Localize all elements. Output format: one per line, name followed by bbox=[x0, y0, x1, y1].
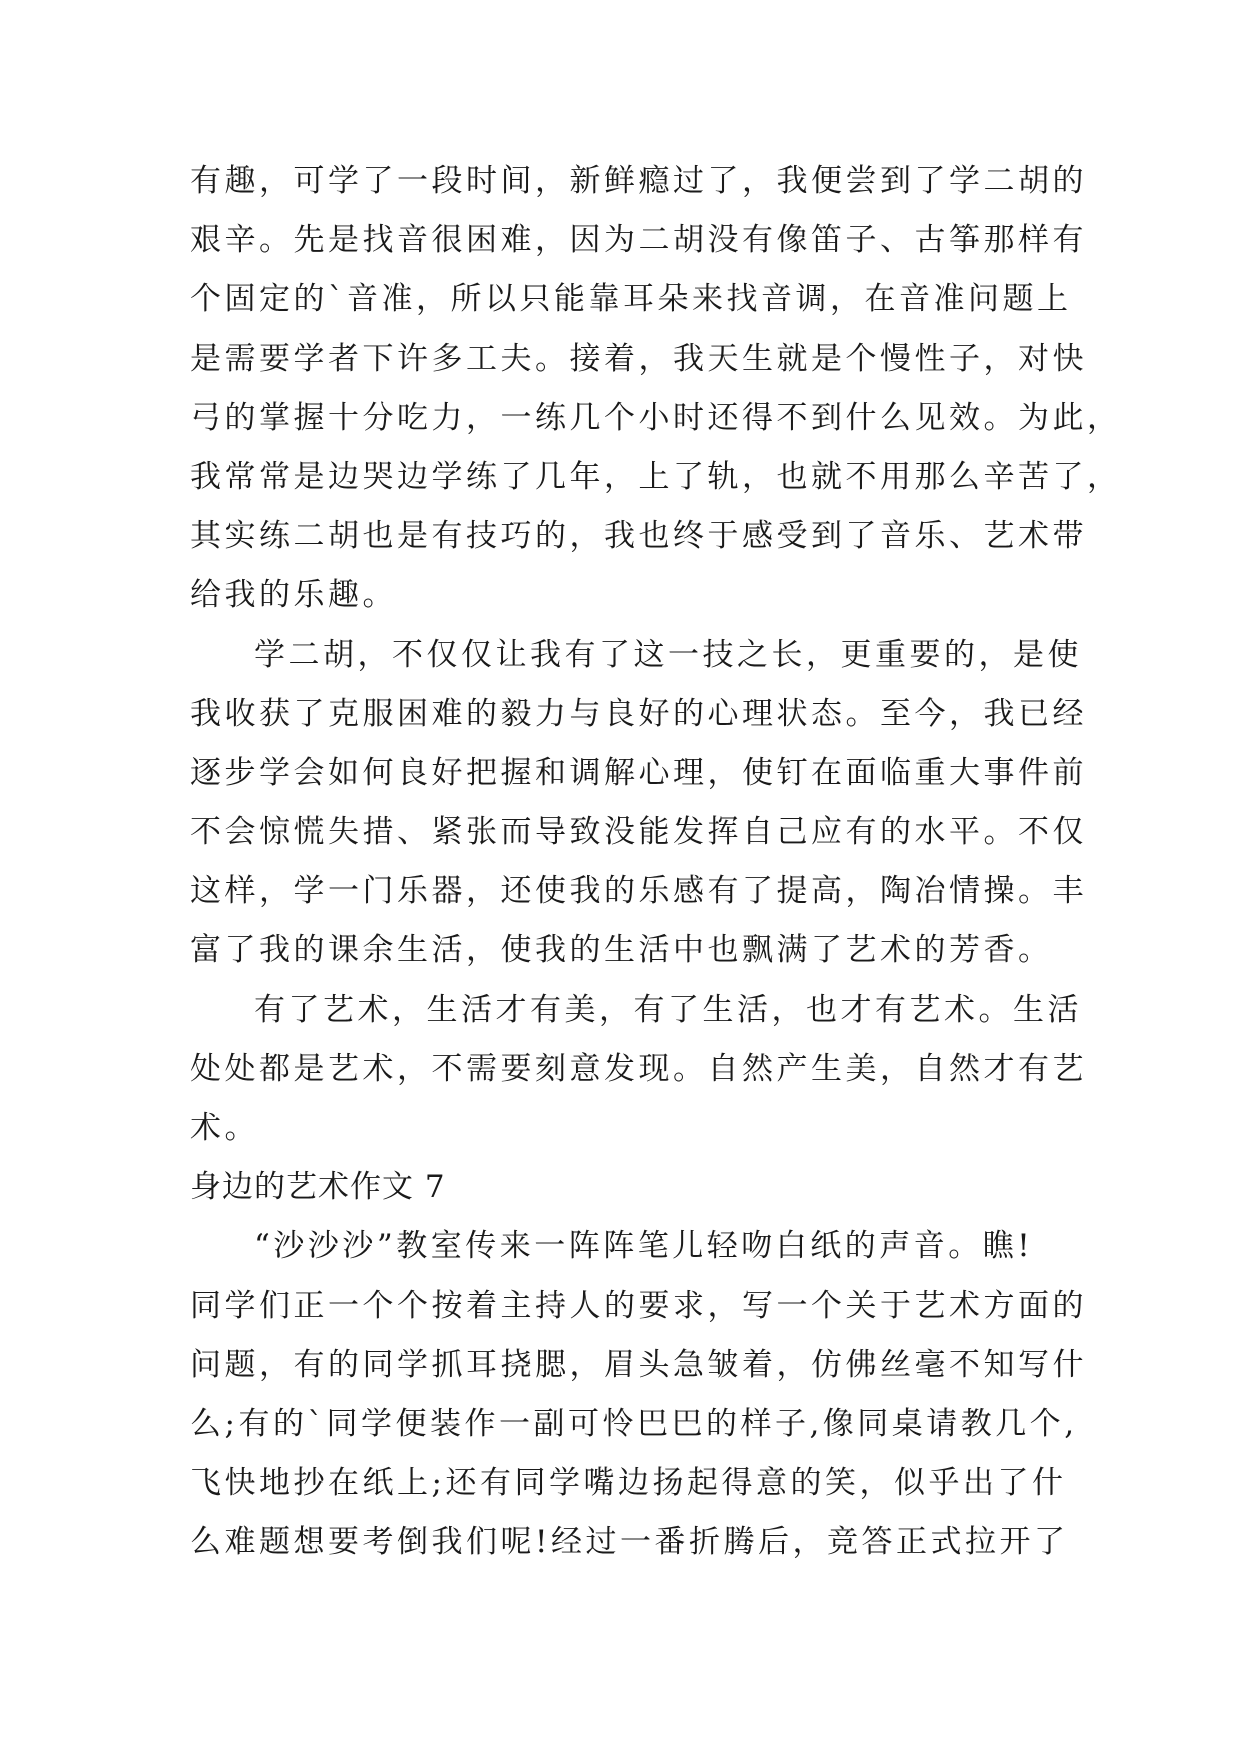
text-line: 艰辛。先是找音很困难，因为二胡没有像笛子、古筝那样有 bbox=[190, 222, 1087, 259]
text-line: 不会惊慌失措、紧张而导致没能发挥自己应有的水平。不仅 bbox=[190, 814, 1087, 851]
text-line: 我常常是边哭边学练了几年，上了轨，也就不用那么辛苦了， bbox=[190, 458, 1122, 495]
text-line: 飞快地抄在纸上;还有同学嘴边扬起得意的笑，似乎出了什 bbox=[190, 1465, 1067, 1502]
text-line: 术。 bbox=[190, 1110, 259, 1146]
text-line: 富了我的课余生活，使我的生活中也飘满了艺术的芳香。 bbox=[190, 932, 1053, 969]
text-line: 我收获了克服困难的毅力与良好的心理状态。至今，我已经 bbox=[190, 695, 1087, 732]
paragraph-start-line: “沙沙沙”教室传来一阵阵笔儿轻吻白纸的声音。瞧! bbox=[254, 1228, 1034, 1265]
essay-body bbox=[190, 152, 1122, 1573]
paragraph-start-line: 学二胡，不仅仅让我有了这一技之长，更重要的，是使 bbox=[254, 636, 1082, 673]
text-line: 其实练二胡也是有技巧的，我也终于感受到了音乐、艺术带 bbox=[190, 518, 1087, 555]
text-line: 给我的乐趣。 bbox=[190, 577, 397, 614]
text-line: 弓的掌握十分吃力，一练几个小时还得不到什么见效。为此， bbox=[190, 399, 1122, 436]
text-line: 是需要学者下许多工夫。接着，我天生就是个慢性子，对快 bbox=[190, 340, 1087, 377]
text-line: 问题，有的同学抓耳挠腮，眉头急皱着，仿佛丝毫不知写什 bbox=[190, 1346, 1087, 1383]
paragraph-start-line: 有了艺术，生活才有美，有了生活，也才有艺术。生活 bbox=[254, 991, 1082, 1028]
text-line: 个固定的`音准，所以只能靠耳朵来找音调，在音准问题上 bbox=[190, 281, 1072, 318]
text-line: 么;有的`同学便装作一副可怜巴巴的样子,像同桌请教几个, bbox=[190, 1405, 1078, 1442]
text-line: 同学们正一个个按着主持人的要求，写一个关于艺术方面的 bbox=[190, 1287, 1087, 1324]
text-line: 处处都是艺术，不需要刻意发现。自然产生美，自然才有艺 bbox=[190, 1050, 1087, 1087]
text-line: 这样，学一门乐器，还使我的乐感有了提高，陶冶情操。丰 bbox=[190, 873, 1087, 910]
text-line: 逐步学会如何良好把握和调解心理，使钉在面临重大事件前 bbox=[190, 754, 1087, 791]
text-line: 有趣，可学了一段时间，新鲜瘾过了，我便尝到了学二胡的 bbox=[190, 163, 1087, 199]
text-line: 么难题想要考倒我们呢!经过一番折腾后，竞答正式拉开了 bbox=[190, 1524, 1069, 1561]
section-heading: 身边的艺术作文 7 bbox=[190, 1169, 446, 1206]
